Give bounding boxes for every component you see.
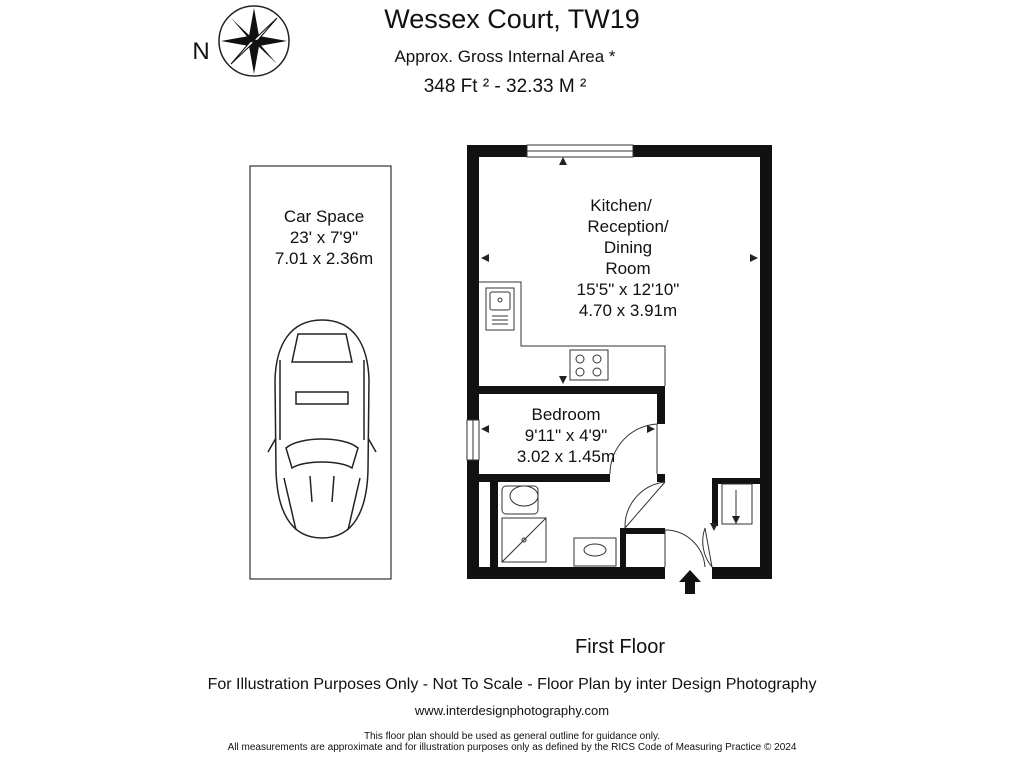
car-space-imperial: 23' x 7'9" [289, 228, 359, 247]
measurement-note: All measurements are approximate and for illustration purposes only as defined by the RICS Code of Measuring Practice © 2024 [227, 742, 797, 753]
car-space-label: Car Space [283, 207, 365, 226]
car-icon [268, 320, 376, 538]
bedroom-metric: 3.02 x 1.45m [516, 447, 616, 466]
entrance-arrow-icon [679, 570, 701, 594]
guidance-note: This floor plan should be used as general outline for guidance only. [363, 731, 661, 742]
floor-label: First Floor [575, 636, 665, 658]
car-space-metric: 7.01 x 2.36m [274, 249, 374, 268]
kitchen-imperial: 15'5" x 12'10" [576, 280, 680, 299]
kitchen-name-line: Dining [603, 238, 653, 257]
kitchen-name-line: Room [605, 259, 651, 278]
kitchen-metric: 4.70 x 3.91m [578, 301, 678, 320]
bedroom-imperial: 9'11" x 4'9" [524, 426, 608, 445]
kitchen-name-line: Reception/ [587, 217, 669, 236]
website-link[interactable]: www.interdesignphotography.com [414, 703, 610, 718]
north-label: N [192, 38, 210, 65]
gross-area: 348 Ft ² - 32.33 M ² [423, 76, 587, 97]
area-subtitle: Approx. Gross Internal Area * [394, 47, 616, 66]
kitchen-label-group [577, 196, 680, 320]
car-space-area [250, 166, 391, 579]
kitchen-name-line: Kitchen/ [590, 196, 652, 215]
bedroom-name: Bedroom [531, 405, 601, 424]
bathroom-fixtures [502, 486, 616, 566]
plan-title: Wessex Court, TW19 [384, 4, 640, 34]
compass-rose-icon [219, 6, 289, 76]
disclaimer-text: For Illustration Purposes Only - Not To Scale - Floor Plan by inter Design Photography [207, 676, 817, 693]
bedroom-label-group [517, 405, 615, 466]
doors [610, 424, 752, 567]
